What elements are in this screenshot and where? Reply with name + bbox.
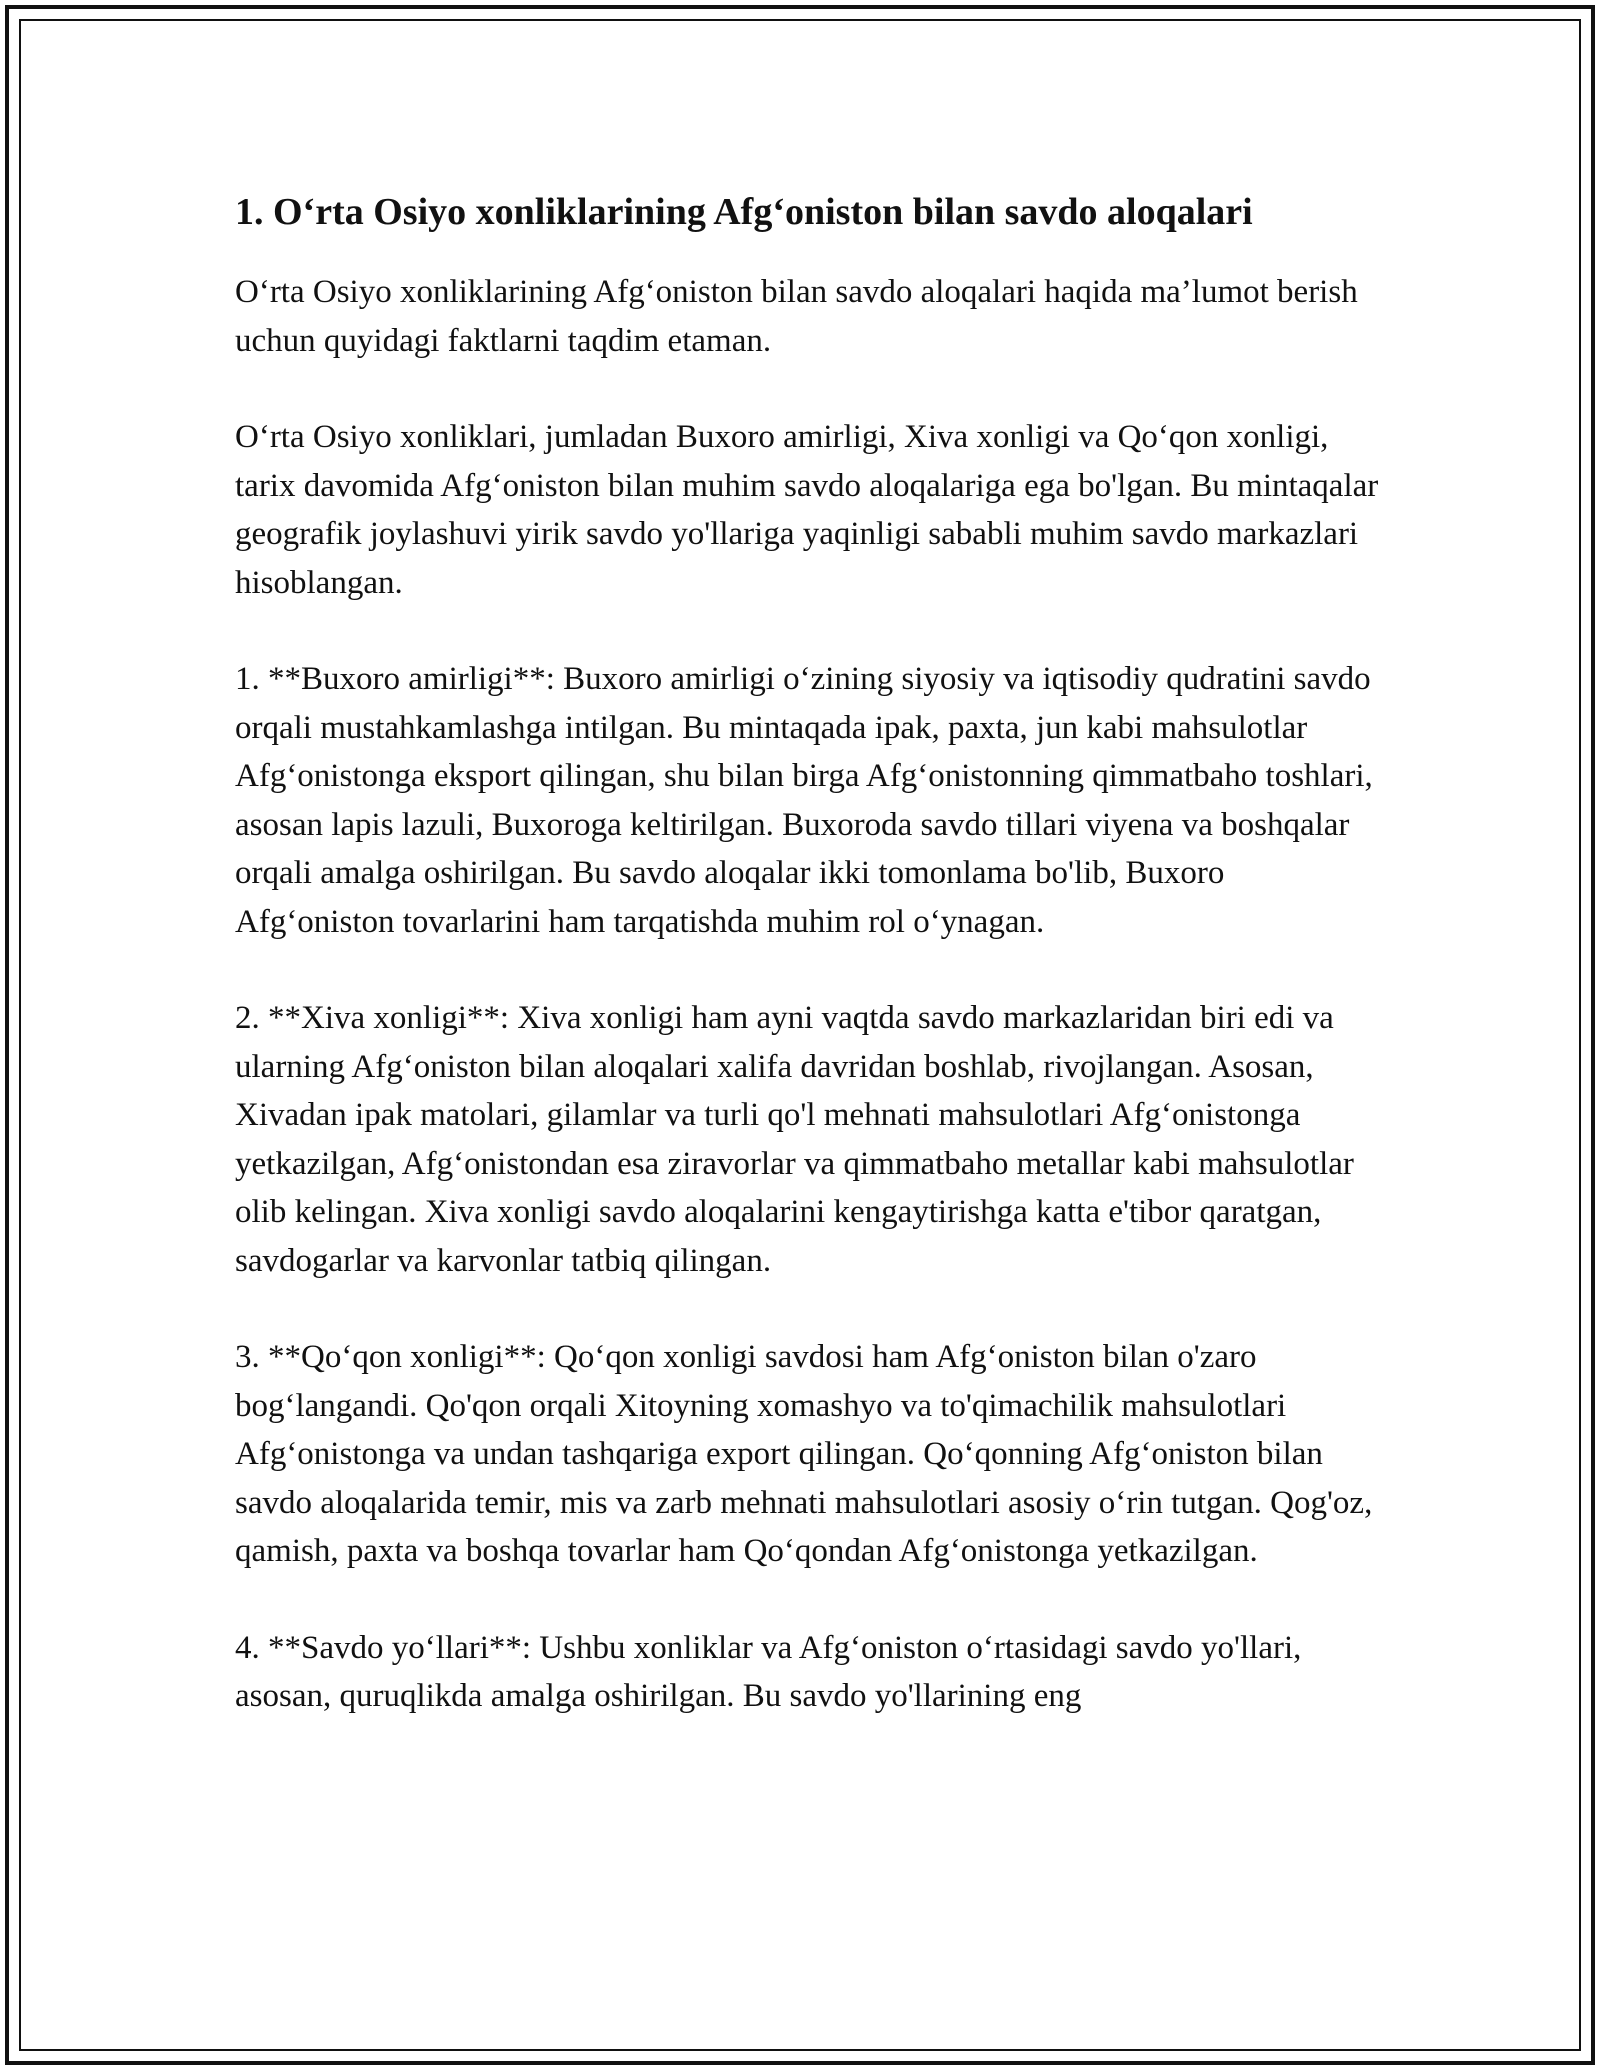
paragraph-buxoro: 1. **Buxoro amirligi**: Buxoro amirligi o‘zining siyosiy va iqtisodiy qudratini savdo orqali mustahkamlashga intilgan. Bu mintaqada ipak, paxta, jun kabi mahsulotlar Afg‘onistonga eksport qilingan, shu bilan birga Afg‘onistonning qimmatbaho toshlari, asosan lapis lazuli, Buxoroga keltirilgan. Buxoroda savdo tillari viyena va boshqalar orqali amalga oshirilgan. Bu savdo aloqalar ikki tomonlama bo'lib, Buxoro Afg‘oniston tovarlarini ham tarqatishda muhim rol o‘ynagan.	[235, 661, 1373, 940]
paragraph-savdo-yollari: 4. **Savdo yo‘llari**: Ushbu xonliklar va Afg‘oniston o‘rtasidagi savdo yo'llari, asosan, quruqlikda amalga oshirilgan. Bu savdo yo'llarining eng	[235, 1629, 1302, 1714]
paragraph-qoqon: 3. **Qo‘qon xonligi**: Qo‘qon xonligi savdosi ham Afg‘oniston bilan o'zaro bog‘langandi. Qo'qon orqali Xitoyning xomashyo va to'qimachilik mahsulotlari Afg‘onistonga va undan tashqariga export qilingan. Qo‘qonning Afg‘oniston bilan savdo aloqalarida temir, mis va zarb mehnati mahsulotlari asosiy o‘rin tutgan. Qog'oz, qamish, paxta va boshqa tovarlar ham Qo‘qondan Afg‘onistonga yetkazilgan.	[235, 1339, 1373, 1569]
paragraph-intro: O‘rta Osiyo xonliklarining Afg‘oniston bilan savdo aloqalari haqida ma’lumot berish uchun quyidagi faktlarni taqdim etaman.	[235, 274, 1358, 359]
paragraph-overview: O‘rta Osiyo xonliklari, jumladan Buxoro amirligi, Xiva xonligi va Qo‘qon xonligi, tarix davomida Afg‘oniston bilan muhim savdo aloqalariga ega bo'lgan. Bu mintaqalar geografik joylashuvi yirik savdo yo'llariga yaqinligi sababli muhim savdo markazlari hisoblangan.	[235, 419, 1379, 601]
document-title: 1. O‘rta Osiyo xonliklarining Afg‘oniston bilan savdo aloqalari	[235, 191, 1253, 233]
document-body	[235, 186, 1380, 1769]
paragraph-xiva: 2. **Xiva xonligi**: Xiva xonligi ham ayni vaqtda savdo markazlaridan biri edi va ularning Afg‘oniston bilan aloqalari xalifa davridan boshlab, rivojlangan. Asosan, Xivadan ipak matolari, gilamlar va turli qo'l mehnati mahsulotlari Afg‘onistonga yetkazilgan, Afg‘onistondan esa ziravorlar va qimmatbaho metallar kabi mahsulotlar olib kelingan. Xiva xonligi savdo aloqalarini kengaytirishga katta e'tibor qaratgan, savdogarlar va karvonlar tatbiq qilingan.	[235, 1000, 1354, 1279]
